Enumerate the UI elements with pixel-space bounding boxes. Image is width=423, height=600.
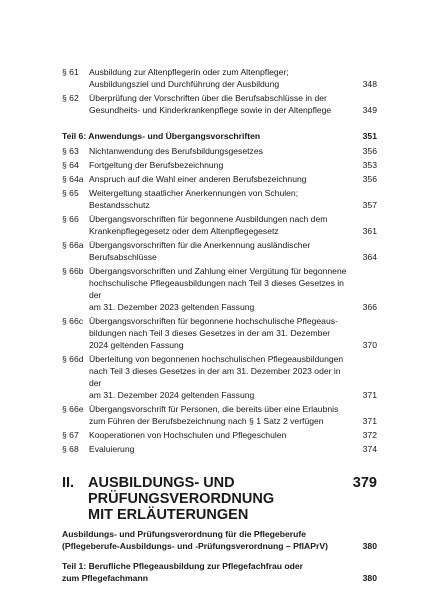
entry-title	[89, 66, 355, 90]
toc-entry-61	[62, 66, 377, 90]
entry-title-line: Kooperationen von Hochschulen und Pflegeschulen	[89, 430, 287, 440]
entry-title-line: Übergangsvorschriften für begonnene Ausbildungen nach dem	[89, 214, 328, 224]
entry-title-line: Bestandsschutz	[89, 200, 150, 210]
subheading-line: Teil 1: Berufliche Pflegeausbildung zur Pflegefachfrau oder	[62, 561, 303, 571]
page-number: 357	[362, 200, 377, 210]
entry-title	[89, 403, 355, 427]
toc-entry	[62, 145, 377, 157]
toc-entry	[62, 403, 377, 427]
entry-title	[89, 265, 355, 313]
entry-title	[89, 315, 355, 351]
toc-entry	[62, 315, 377, 351]
entry-title-line: hochschulische Pflegeausbildungen nach Teil 3 dieses Gesetzes in der	[89, 278, 344, 300]
subheading-line: Ausbildungs- und Prüfungsverordnung für die Pflegeberufe	[62, 529, 306, 539]
toc-entry	[62, 239, 377, 263]
page-number: 353	[362, 160, 377, 170]
section-number: § 66e	[62, 404, 84, 414]
toc-entry	[62, 353, 377, 401]
part-heading	[62, 130, 377, 142]
entry-title-line: Übergangsvorschrift für Personen, die bereits über eine Erlaubnis	[89, 404, 339, 414]
page-number: 370	[362, 340, 377, 350]
entry-title-line: Fortgeltung der Berufsbezeichnung	[89, 160, 224, 170]
section-number: § 62	[62, 93, 79, 103]
section-number: § 64	[62, 160, 79, 170]
entry-title	[89, 145, 355, 157]
entry-title	[89, 429, 355, 441]
toc-entry	[62, 159, 377, 171]
entry-title-line: Übergangsvorschriften für die Anerkennung ausländischer	[89, 240, 311, 250]
section-numeral: II.	[62, 475, 75, 491]
entry-title-line: Gesundheits- und Kinderkrankenpflege sowie in der Altenpflege	[89, 105, 332, 115]
toc-entry	[62, 187, 377, 211]
page-number: 379	[352, 475, 377, 491]
entry-title-line: am 31. Dezember 2024 geltenden Fassung	[89, 390, 255, 400]
part6-entries	[62, 145, 377, 455]
entry-title-line: Berufsabschlüsse	[89, 252, 157, 262]
subheading-line: zum Pflegefachmann	[62, 573, 148, 583]
page-number: 361	[362, 226, 377, 236]
page-number: 349	[362, 105, 377, 115]
toc-entry	[62, 429, 377, 441]
entry-title	[89, 159, 355, 171]
page-number: 380	[362, 541, 377, 551]
entry-title-line: Krankenpflegegesetz oder dem Altenpflegegesetz	[89, 226, 279, 236]
page-number: 380	[362, 573, 377, 583]
entry-title-line: Anspruch auf die Wahl einer anderen Berufsbezeichnung	[89, 174, 307, 184]
page-number: 351	[362, 131, 377, 141]
subheading-regulation	[62, 528, 377, 552]
section-number: § 63	[62, 146, 79, 156]
page-number: 356	[362, 146, 377, 156]
section-number: § 66a	[62, 240, 84, 250]
entry-title-line: Nichtanwendung des Berufsbildungsgesetzes	[89, 146, 263, 156]
entry-title-line: bildungen nach Teil 3 dieses Gesetzes in der am 31. Dezember	[89, 328, 331, 338]
section-number: § 66	[62, 214, 79, 224]
entry-title-line: Übergangsvorschriften für begonnene hochschulische Pflegeaus-	[89, 316, 338, 326]
entry-title	[89, 443, 355, 455]
toc-entry	[62, 265, 377, 313]
section-number: § 66b	[62, 266, 84, 276]
section-number: § 67	[62, 430, 79, 440]
page-number: 364	[362, 252, 377, 262]
subheading-line: (Pflegeberufe-Ausbildungs- und -Prüfungsverordnung – PflAPrV)	[62, 541, 328, 551]
section-number: § 61	[62, 67, 79, 77]
subheading-title	[62, 560, 355, 584]
page-number: 371	[362, 390, 377, 400]
subheading-part1	[62, 560, 377, 584]
entry-title-line: Ausbildungsziel und Durchführung der Ausbildung	[89, 79, 280, 89]
page-number: 366	[362, 302, 377, 312]
entry-title-line: nach Teil 3 dieses Gesetzes in der am 31. Dezember 2023 oder in der	[89, 366, 341, 388]
entry-title	[89, 239, 355, 263]
entry-title	[89, 353, 355, 401]
entry-title-line: Übergangsvorschriften und Zahlung einer Vergütung für begonnene	[89, 266, 347, 276]
toc-entry	[62, 443, 377, 455]
subheading-title	[62, 528, 355, 552]
table-of-contents	[62, 66, 377, 584]
entry-title-line: 2024 geltenden Fassung	[89, 340, 184, 350]
page-number: 356	[362, 174, 377, 184]
entry-title-line: Evaluierung	[89, 444, 135, 454]
entry-title-line: am 31. Dezember 2023 geltenden Fassung	[89, 302, 255, 312]
entry-title-line: Überleitung von begonnenen hochschulischen Pflegeausbildungen	[89, 354, 344, 364]
entry-title-line: Ausbildung zur Altenpflegerin oder zum Altenpfleger;	[89, 67, 289, 77]
toc-entry	[62, 213, 377, 237]
part-title: Teil 6: Anwendungs- und Übergangsvorschriften	[62, 131, 261, 141]
page-number: 374	[362, 444, 377, 454]
section-number: § 65	[62, 188, 79, 198]
page-number: 371	[362, 416, 377, 426]
section-number: § 66c	[62, 316, 84, 326]
entry-title	[89, 173, 355, 185]
entry-title	[89, 213, 355, 237]
toc-entry-62	[62, 92, 377, 116]
section-title	[88, 475, 347, 523]
entry-title-line: zum Führen der Berufsbezeichnung nach § 1 Satz 2 verfügen	[89, 416, 324, 426]
entry-title-line: Weitergeltung staatlicher Anerkennungen von Schulen;	[89, 188, 299, 198]
section-number: § 64a	[62, 174, 84, 184]
section-number: § 68	[62, 444, 79, 454]
section-title-line: AUSBILDUNGS- UND PRÜFUNGSVERORDNUNG	[88, 475, 275, 507]
entry-title	[89, 92, 355, 116]
page-number: 348	[362, 79, 377, 89]
section-number: § 66d	[62, 354, 84, 364]
entry-title-line: Überprüfung der Vorschriften über die Berufsabschlüsse in der	[89, 93, 327, 103]
section-heading	[62, 475, 377, 523]
entry-title	[89, 187, 355, 211]
page-number: 372	[362, 430, 377, 440]
section-title-line: MIT ERLÄUTERUNGEN	[88, 507, 249, 523]
toc-entry	[62, 173, 377, 185]
